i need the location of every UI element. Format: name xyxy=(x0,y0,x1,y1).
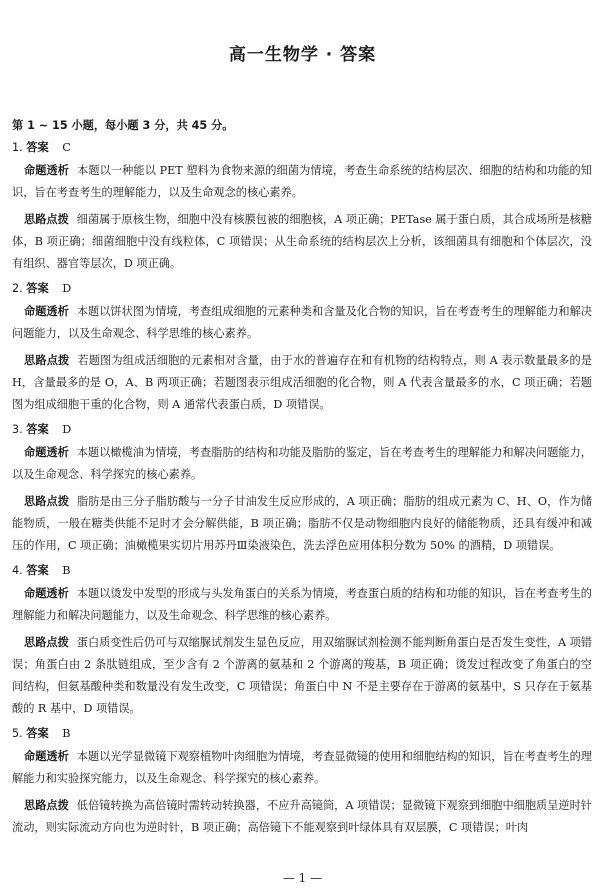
analysis-paragraph xyxy=(12,746,592,790)
answer-letter: C xyxy=(62,141,71,154)
hint-paragraph xyxy=(12,209,592,275)
answer-label: 答案 xyxy=(26,727,49,740)
question-number: 5. xyxy=(12,727,23,740)
hint-paragraph xyxy=(12,795,592,839)
question-item xyxy=(12,562,592,720)
answer-letter: B xyxy=(62,564,71,577)
hint-label: 思路点拨 xyxy=(24,799,69,812)
answer-letter: D xyxy=(62,423,72,436)
answer-label: 答案 xyxy=(26,282,49,295)
analysis-paragraph xyxy=(12,160,592,204)
analysis-text: 本题以橄榄油为情境，考查脂肪的结构和功能及脂肪的鉴定，旨在考查考生的理解能力和解决问题能力，以及生命观念、科学探究的核心素养。 xyxy=(12,446,592,481)
question-header xyxy=(12,280,592,298)
hint-text: 细菌属于原核生物，细胞中没有核膜包被的细胞核，A 项正确；PETase 属于蛋白质，其合成场所是核糖体，B 项正确；细菌细胞中没有线粒体，C 项错误；从生命系统的结构层次上分析，该细菌具有细胞和个体层次，没有组织、器官等层次，D 项正确。 xyxy=(12,213,592,270)
analysis-label: 命题透析 xyxy=(24,750,69,763)
answer-letter: B xyxy=(62,727,71,740)
hint-text: 低倍镜转换为高倍镜时需转动转换器，不应升高镜筒，A 项错误；显微镜下观察到细胞中细胞质呈逆时针流动，则实际流动方向也为逆时针，B 项正确；高倍镜下不能观察到叶绿体具有双层膜，C 项错误；叶肉 xyxy=(12,799,592,834)
question-header xyxy=(12,421,592,439)
question-header xyxy=(12,725,592,743)
analysis-label: 命题透析 xyxy=(24,164,70,177)
answer-label: 答案 xyxy=(26,564,49,577)
hint-text: 蛋白质变性后仍可与双缩脲试剂发生显色反应，用双缩脲试剂检测不能判断角蛋白是否发生变性，A 项错误；角蛋白由 2 条肽链组成，至少含有 2 个游离的氨基和 2 个游离的羧基，B 项正确；烫发过程改变了角蛋白的空间结构，但氨基酸种类和数量没有发生改变，C 项错误；角蛋白中 N 不是主要存在于游离的氨基中，S 只存在于氨基酸的 R 基中，D 项错误。 xyxy=(12,636,592,715)
answer-label: 答案 xyxy=(26,423,49,436)
question-item xyxy=(12,280,592,416)
analysis-paragraph xyxy=(12,583,592,627)
analysis-text: 本题以光学显微镜下观察植物叶肉细胞为情境，考查显微镜的使用和细胞结构的知识，旨在考查考生的理解能力和实验探究能力，以及生命观念、科学探究的核心素养。 xyxy=(12,750,592,785)
hint-label: 思路点拨 xyxy=(24,495,69,508)
question-item xyxy=(12,421,592,557)
section-intro: 第 1 ~ 15 小题，每小题 3 分，共 45 分。 xyxy=(12,119,234,132)
question-number: 2. xyxy=(12,282,23,295)
question-number: 4. xyxy=(12,564,23,577)
analysis-text: 本题以饼状图为情境，考查组成细胞的元素种类和含量及化合物的知识，旨在考查考生的理解能力和解决问题能力，以及生命观念、科学思维的核心素养。 xyxy=(12,305,592,340)
analysis-text: 本题以烫发中发型的形成与头发角蛋白的关系为情境，考查蛋白质的结构和功能的知识，旨在考查考生的理解能力和解决问题能力，以及生命观念、科学思维的核心素养。 xyxy=(12,587,592,622)
hint-label: 思路点拨 xyxy=(24,354,70,367)
analysis-text: 本题以一种能以 PET 塑料为食物来源的细菌为情境，考查生命系统的结构层次、细胞的结构和功能的知识，旨在考查考生的理解能力，以及生命观念的核心素养。 xyxy=(12,164,592,199)
analysis-label: 命题透析 xyxy=(24,446,69,459)
question-header xyxy=(12,139,592,157)
page-title: 高一生物学 · 答案 xyxy=(228,45,377,65)
question-item xyxy=(12,139,592,275)
hint-text: 脂肪是由三分子脂肪酸与一分子甘油发生反应形成的，A 项正确；脂肪的组成元素为 C、H、O，作为储能物质，一般在糖类供能不足时才会分解供能，B 项正确；脂肪不仅是动物细胞内良好的储能物质，还具有缓冲和减压的作用，C 项正确；油橄榄果实切片用苏丹Ⅲ染液染色，洗去浮色应用体积分数为 50% 的酒精，D 项错误。 xyxy=(12,495,592,552)
hint-paragraph xyxy=(12,491,592,557)
answer-label: 答案 xyxy=(26,141,49,154)
hint-paragraph xyxy=(12,632,592,720)
analysis-paragraph xyxy=(12,442,592,486)
analysis-label: 命题透析 xyxy=(24,305,69,318)
analysis-label: 命题透析 xyxy=(24,587,69,600)
page-number: — 1 — xyxy=(282,871,323,885)
hint-paragraph xyxy=(12,350,592,416)
hint-label: 思路点拨 xyxy=(24,636,69,649)
answer-letter: D xyxy=(62,282,72,295)
analysis-paragraph xyxy=(12,301,592,345)
hint-label: 思路点拨 xyxy=(24,213,69,226)
hint-text: 若题图为组成活细胞的元素相对含量，由于水的普遍存在和有机物的结构特点，则 A 表示数量最多的是 H，含量最多的是 O，A、B 两项正确；若题图表示组成活细胞的化合物，则 A 代表含量最多的水，C 项正确；若题图为组成细胞干重的化合物，则 A 通常代表蛋白质，D 项错误。 xyxy=(12,354,592,411)
question-number: 3. xyxy=(12,423,23,436)
answer-content xyxy=(12,117,592,844)
question-header xyxy=(12,562,592,580)
question-item xyxy=(12,725,592,839)
question-number: 1. xyxy=(12,141,23,154)
